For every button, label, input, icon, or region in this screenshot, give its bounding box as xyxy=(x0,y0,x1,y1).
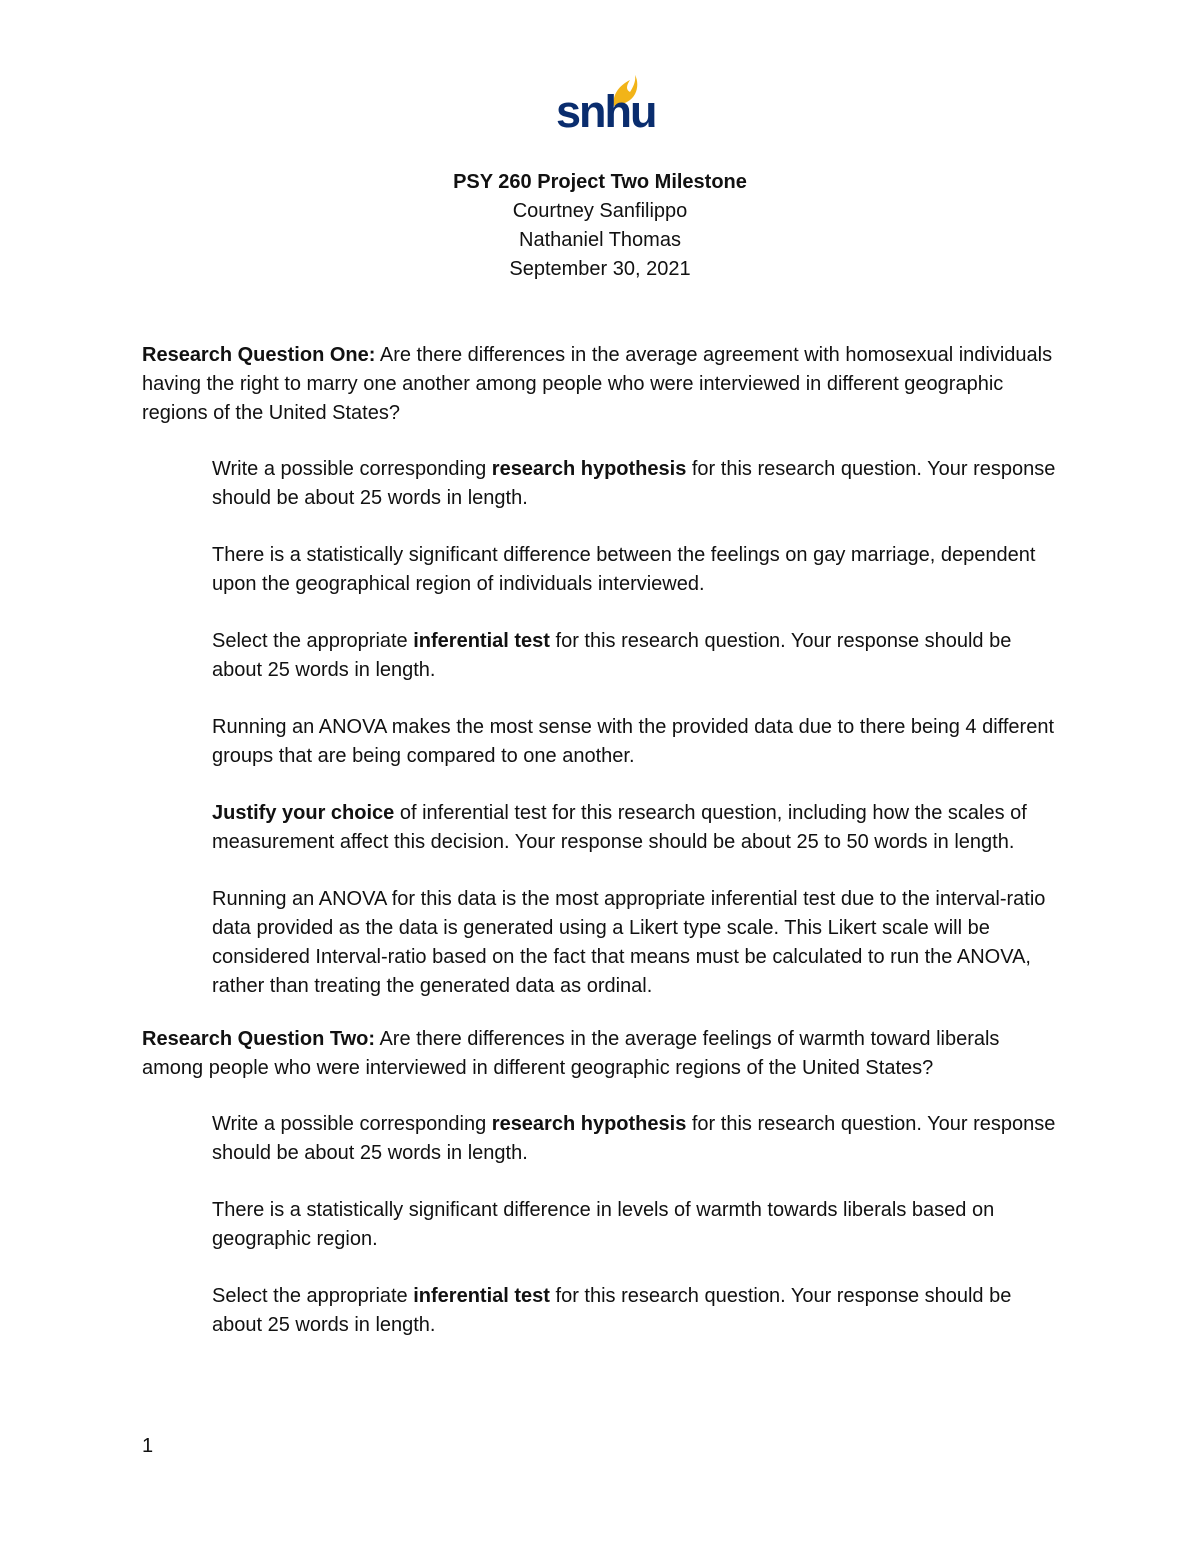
prompt-hypothesis xyxy=(212,1110,1062,1168)
prompt-inferential-test xyxy=(212,1282,1062,1340)
research-question-one xyxy=(142,341,1062,428)
prompt-text: for this research question. Your response should be about 25 words in length. xyxy=(212,630,1012,681)
answer-hypothesis: There is a statistically significant difference between the feelings on gay marriage, dependent upon the geographical region of individuals interviewed. xyxy=(212,544,1036,595)
question-label: Research Question One: xyxy=(142,344,376,366)
document-date: September 30, 2021 xyxy=(509,258,691,280)
prompt-text: Write a possible corresponding xyxy=(212,458,492,480)
prompt-keyword: inferential test xyxy=(413,630,550,652)
author-name: Courtney Sanfilippo xyxy=(512,200,688,222)
prompt-inferential-test xyxy=(212,627,1062,685)
snhu-logo xyxy=(556,74,656,137)
prompt-keyword: Justify your choice xyxy=(212,802,395,824)
question-label: Research Question Two: xyxy=(142,1028,376,1050)
document-body xyxy=(142,341,1062,1368)
logo-text: snhu xyxy=(556,86,656,137)
question-two-section xyxy=(142,1110,1062,1340)
title-block xyxy=(0,168,1200,284)
page-number: 1 xyxy=(142,1435,154,1457)
instructor-name: Nathaniel Thomas xyxy=(519,229,681,251)
prompt-text: of inferential test for this research question, including how the scales of measurement affect this decision. Your response should be about 25 to 50 words in length. xyxy=(212,802,1027,853)
prompt-justify-choice xyxy=(212,799,1062,857)
question-one-section xyxy=(142,455,1062,1001)
page-title: PSY 260 Project Two Milestone xyxy=(453,171,747,193)
prompt-text: for this research question. Your response should be about 25 words in length. xyxy=(212,1285,1012,1336)
prompt-hypothesis xyxy=(212,455,1062,513)
prompt-text: for this research question. Your response should be about 25 words in length. xyxy=(212,458,1056,509)
prompt-text: Select the appropriate xyxy=(212,1285,414,1307)
prompt-text: for this research question. Your response should be about 25 words in length. xyxy=(212,1113,1056,1164)
answer-inferential-test: Running an ANOVA makes the most sense with the provided data due to there being 4 different groups that are being compared to one another. xyxy=(212,716,1055,767)
question-text: Are there differences in the average feelings of warmth toward liberals among people who were interviewed in different geographic regions of the United States? xyxy=(142,1028,1000,1079)
prompt-keyword: research hypothesis xyxy=(491,1113,687,1135)
prompt-text: Select the appropriate xyxy=(212,630,414,652)
prompt-text: Write a possible corresponding xyxy=(212,1113,492,1135)
prompt-keyword: research hypothesis xyxy=(491,458,687,480)
research-question-two xyxy=(142,1025,1062,1083)
prompt-keyword: inferential test xyxy=(413,1285,550,1307)
question-text: Are there differences in the average agreement with homosexual individuals having the right to marry one another among people who were interviewed in different geographic regions of the United States? xyxy=(142,344,1053,424)
answer-hypothesis: There is a statistically significant difference in levels of warmth towards liberals based on geographic region. xyxy=(212,1199,995,1250)
answer-justify-choice: Running an ANOVA for this data is the most appropriate inferential test due to the interval-ratio data provided as the data is generated using a Likert type scale. This Likert scale will be considered Interval-ratio based on the fact that means must be calculated to run the ANOVA, rather than treating the generated data as ordinal. xyxy=(212,888,1046,997)
